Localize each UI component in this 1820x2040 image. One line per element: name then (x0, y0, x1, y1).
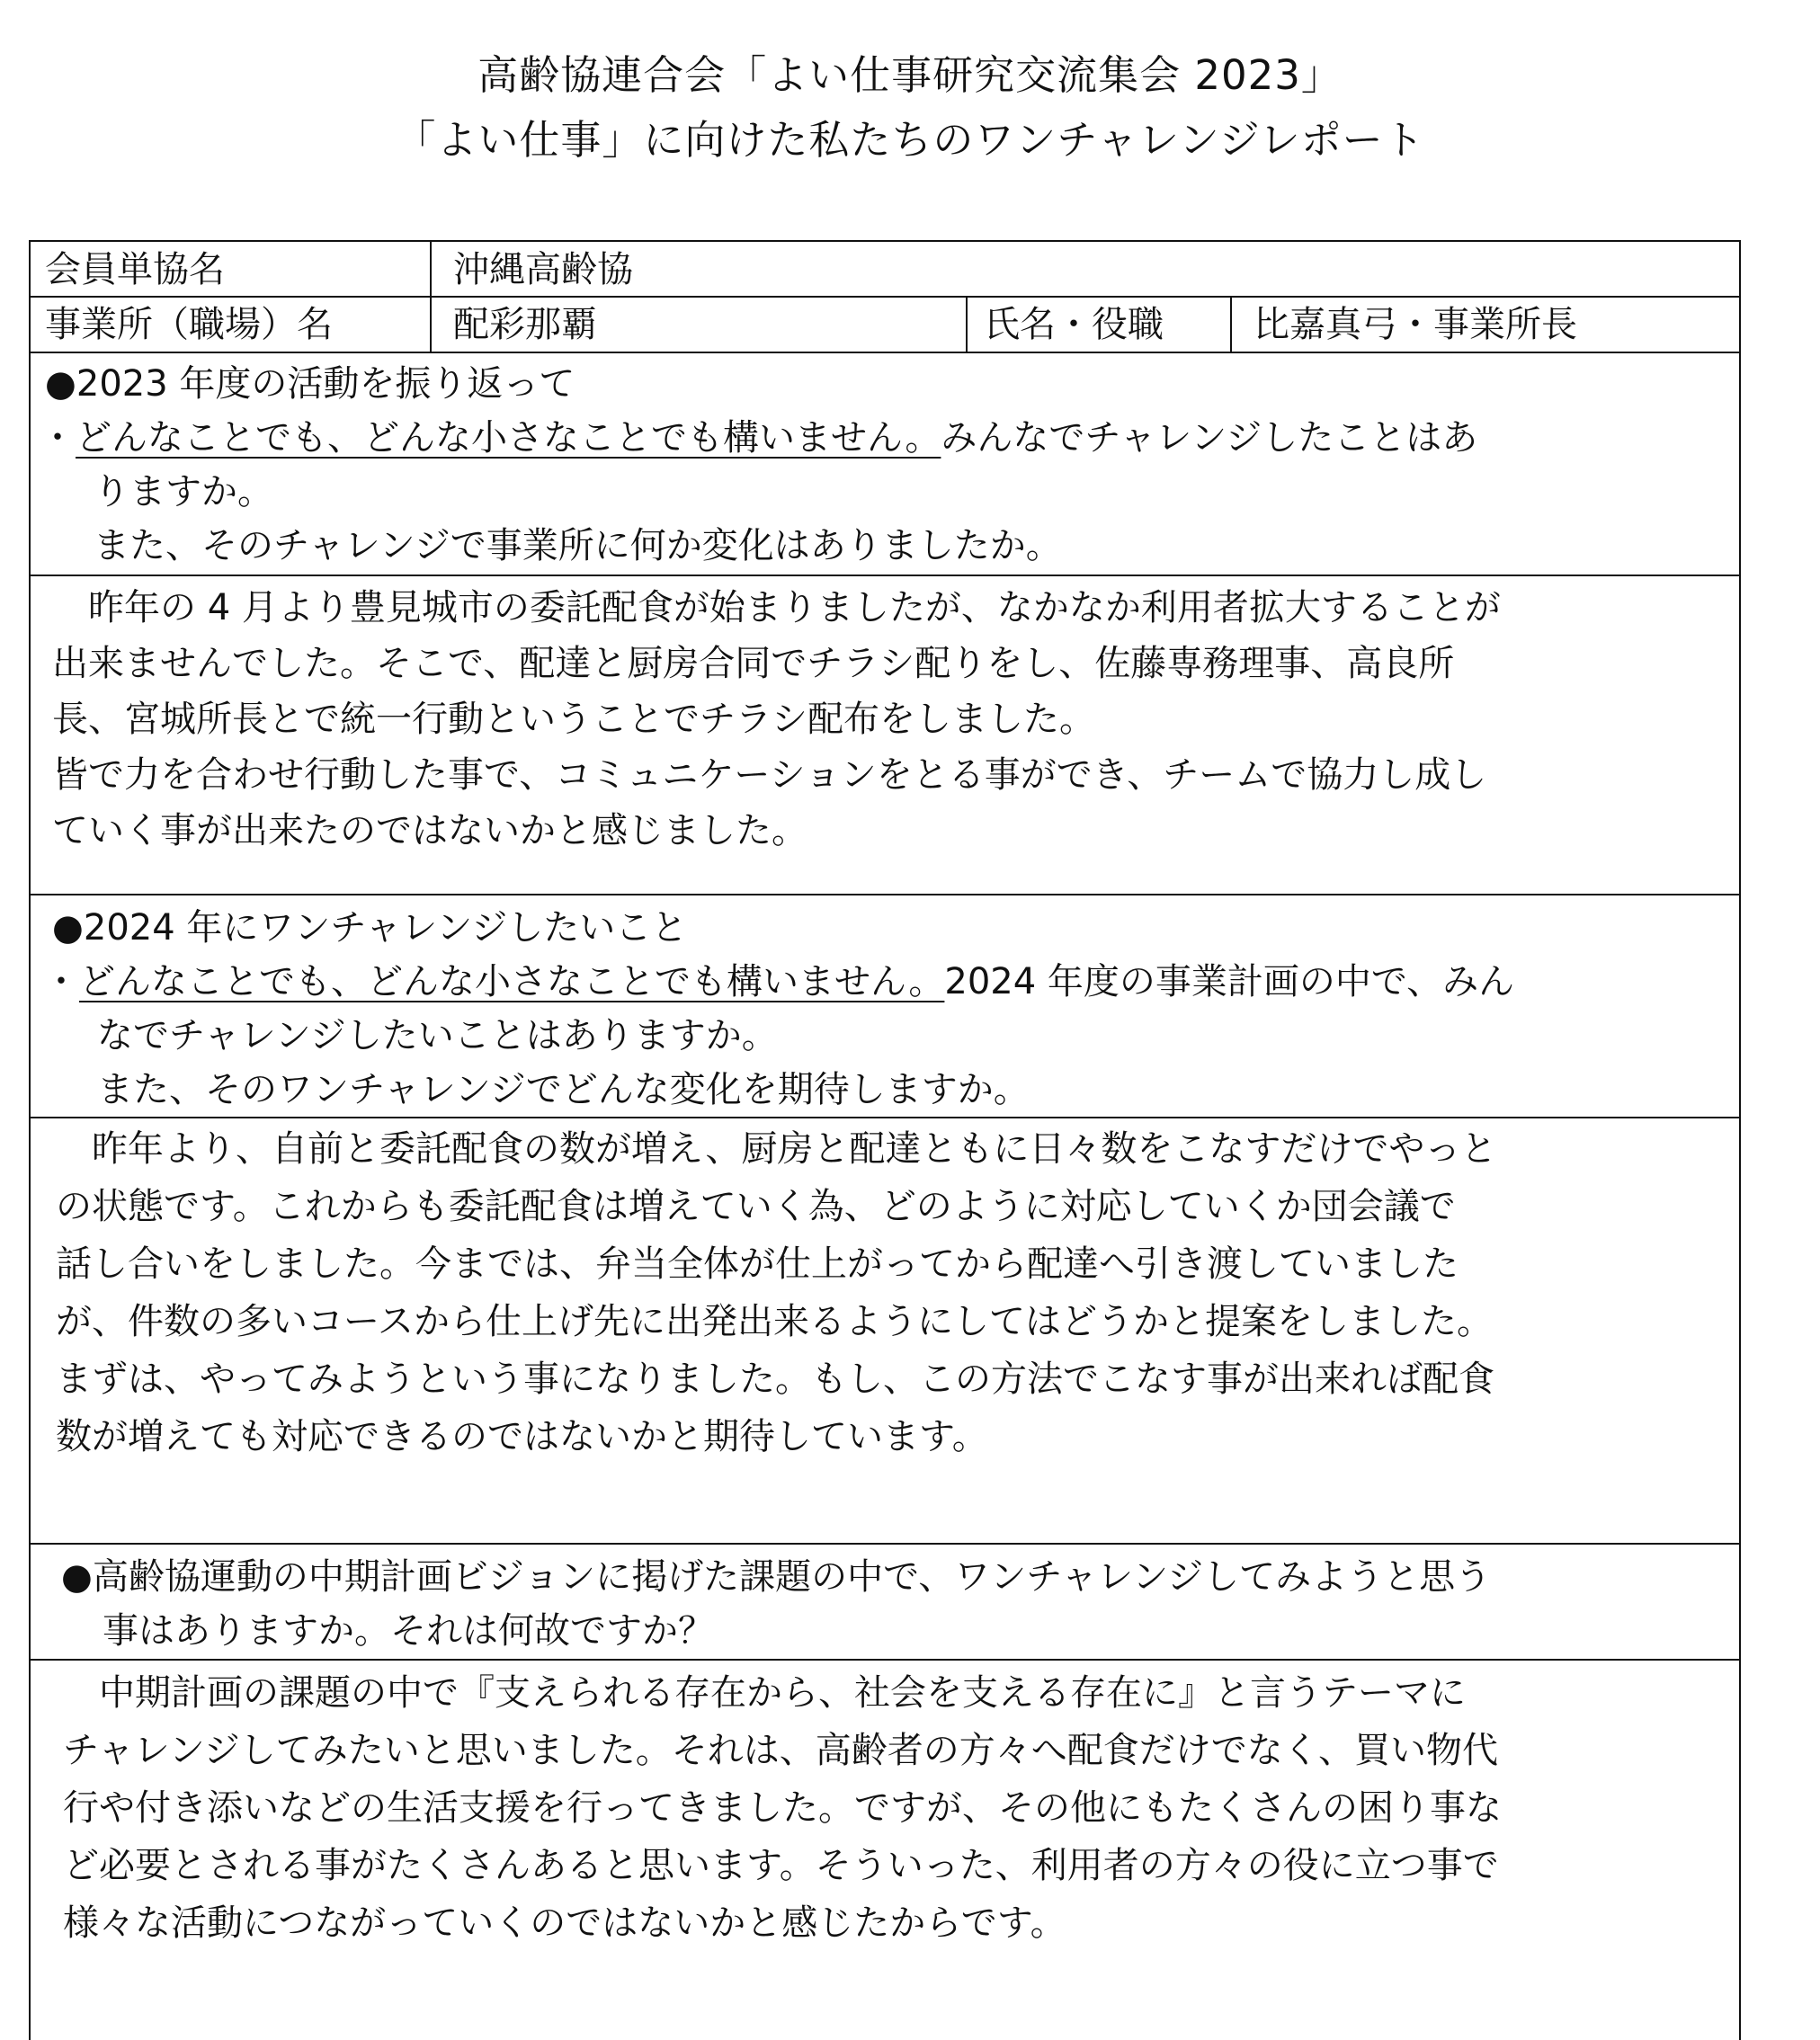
section1-question-line3: また、そのチャレンジで事業所に何か変化はありましたか。 (94, 525, 1062, 566)
member-value: 沖縄高齢協 (453, 249, 633, 290)
row-divider (31, 1659, 1739, 1661)
section2-heading: ●2024 年にワンチャレンジしたいこと (52, 907, 688, 949)
question-rest: 2024 年度の事業計画の中で、みん (944, 961, 1515, 1002)
section1-question-line2: りますか。 (94, 471, 273, 512)
question-rest: みんなでチャレンジしたことはあ (941, 417, 1478, 459)
row-divider (31, 352, 1739, 353)
document-subtitle: 「よい仕事」に向けた私たちのワンチャレンジレポート (395, 116, 1425, 164)
section2-answer: 昨年より、自前と委託配食の数が増え、厨房と配達ともに日々数をこなすだけでやっと の状態です。これからも委託配食は増えていく為、どのように対応していくか団会議で 話し合いをしました。今までは、弁当全体が仕上がってから配達へ引き渡していました が、件数の多いコースから仕上げ先に出発出来るようにしてはどうかと提案をしました。 まずは、やってみようという事になりました。もし、この方法でこなす事が出来れば配食 数が増えても対応できるのではないかと期待しています。 (56, 1128, 1497, 1457)
section3-heading-line1: ●高齢協運動の中期計画ビジョンに掲げた課題の中で、ワンチャレンジしてみようと思う (61, 1556, 1492, 1598)
person-label: 氏名・役職 (984, 304, 1164, 345)
report-form (29, 240, 1741, 2040)
document-title: 高齢協連合会「よい仕事研究交流集会 2023」 (477, 51, 1343, 99)
section1-question-line1 (40, 411, 1477, 465)
row-divider (31, 575, 1739, 576)
section2-question-line2: なでチャレンジしたいことはありますか。 (97, 1015, 778, 1056)
section3-answer: 中期計画の課題の中で『支えられる存在から、社会を支える存在に』と言うテーマに チャレンジしてみたいと思いました。それは、高齢者の方々へ配食だけでなく、買い物代 行や付き添いなどの生活支援を行ってきました。ですが、その他にもたくさんの困り事な ど必要とされる事がたくさんあると思います。そういった、利用者の方々の役に立つ事で 様々な活動につながっていくのではないかと感じたからです。 (63, 1672, 1502, 1944)
office-value: 配彩那覇 (453, 304, 597, 345)
column-divider (966, 296, 968, 352)
row-divider (31, 1117, 1739, 1118)
section2-question-line1 (43, 955, 1514, 1009)
row-divider (31, 894, 1739, 895)
section1-heading: ●2023 年度の活動を振り返って (45, 363, 575, 405)
underlined-text: どんなことでも、どんな小さなことでも構いません。 (79, 961, 945, 1002)
row-divider (31, 296, 1739, 298)
underlined-text: どんなことでも、どんな小さなことでも構いません。 (76, 417, 941, 459)
person-value: 比嘉真弓・事業所長 (1253, 304, 1577, 345)
bullet-mark: ・ (43, 961, 79, 1002)
row-divider (31, 1543, 1739, 1545)
member-label: 会員単協名 (45, 249, 225, 290)
section2-question-line3: また、そのワンチャレンジでどんな変化を期待しますか。 (97, 1069, 1030, 1110)
office-label: 事業所（職場）名 (45, 304, 333, 345)
column-divider (430, 242, 432, 352)
column-divider (1230, 296, 1232, 352)
section1-answer: 昨年の 4 月より豊見城市の委託配食が始まりましたが、なかなか利用者拡大することが 出来ませんでした。そこで、配達と厨房合同でチラシ配りをし、佐藤専務理事、高良所 長、宮城所長とで統一行動ということでチラシ配布をしました。 皆で力を合わせ行動した事で、コミュニケーションをとる事ができ、チームで協力し成し ていく事が出来たのではないかと感じました。 (52, 587, 1501, 851)
bullet-mark: ・ (40, 417, 76, 459)
section3-heading-line2: 事はありますか。それは何故ですか？ (103, 1610, 714, 1652)
